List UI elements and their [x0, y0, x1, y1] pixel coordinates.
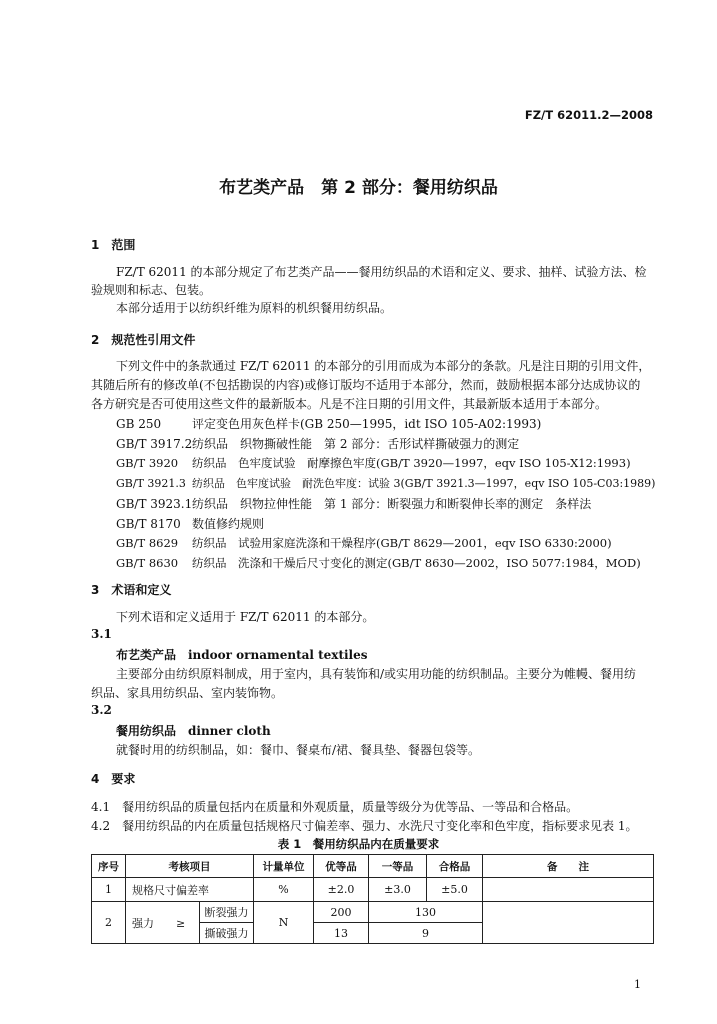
- header-cell: 合格品: [427, 855, 483, 878]
- unit-cell: %: [254, 878, 314, 902]
- term-3-1-definition-a: 主要部分由纺织原料制成，用于室内，具有装饰和/或实用功能的纺织制品。主要分为帷幔、餐用纺: [116, 667, 637, 681]
- reference-title: 纺织品 试验用家庭洗涤和干燥程序(GB/T 8629—2001，eqv ISO 6330:2000): [192, 536, 612, 550]
- table-row: [92, 878, 654, 902]
- s2-paragraph-2: 其随后所有的修改单(不包括勘误的内容)或修订版均不适用于本部分，然而，鼓励根据本部分达成协议的: [91, 378, 641, 392]
- page-number: 1: [634, 978, 641, 991]
- reference-item: [116, 555, 641, 571]
- section-1-heading: 1 范围: [91, 238, 136, 252]
- term-3-1-definition-b: 织品、家具用纺织品、室内装饰物。: [91, 686, 284, 700]
- item-name: 规格尺寸偏差率: [126, 878, 254, 902]
- reference-title: 纺织品 织物撕破性能 第 2 部分：舌形试样撕破强力的测定: [192, 437, 520, 451]
- s1-paragraph-2: 本部分适用于以纺织纤维为原料的机织餐用纺织品。: [116, 301, 393, 315]
- reference-number: GB/T 3923.1: [116, 497, 193, 511]
- reference-item: [116, 455, 631, 471]
- value-cell: 130: [369, 902, 483, 923]
- page-title: 布艺类产品 第 2 部分：餐用纺织品: [219, 178, 498, 198]
- value-cell: ±3.0: [369, 878, 427, 902]
- requirement-4-1: 4.1 餐用纺织品的质量包括内在质量和外观质量，质量等级分为优等品、一等品和合格品。: [91, 800, 579, 814]
- remark-cell: [483, 878, 654, 902]
- table-row: [92, 902, 654, 923]
- term-3-2-definition: 就餐时用的纺织制品，如：餐巾、餐桌布/裙、餐具垫、餐器包袋等。: [116, 743, 481, 757]
- reference-title: 评定变色用灰色样卡(GB 250—1995，idt ISO 105-A02:1993): [192, 417, 542, 431]
- header-cell: 考核项目: [126, 855, 254, 878]
- reference-number: GB/T 8170: [116, 517, 181, 531]
- row-number: 1: [92, 878, 126, 902]
- value-cell: ±5.0: [427, 878, 483, 902]
- reference-item: [116, 415, 541, 432]
- value-cell: 13: [314, 923, 369, 944]
- value-cell: ±2.0: [314, 878, 369, 902]
- term-3-1-number: 3.1: [91, 627, 112, 641]
- standard-number: FZ/T 62011.2—2008: [524, 108, 653, 122]
- sub-item: 撕破强力: [200, 923, 254, 944]
- reference-item: [116, 515, 264, 532]
- reference-number: GB/T 3920: [116, 456, 179, 470]
- reference-number: GB/T 3917.2: [116, 437, 193, 451]
- comparison-symbol: ≥: [176, 916, 186, 930]
- value-cell: 200: [314, 902, 369, 923]
- term-3-1-title: 布艺类产品 indoor ornamental textiles: [116, 648, 368, 662]
- item-label: 强力: [132, 916, 154, 930]
- header-cell: 序号: [92, 855, 126, 878]
- requirement-4-2: 4.2 餐用纺织品的内在质量包括规格尺寸偏差率、强力、水洗尺寸变化率和色牢度，指标要求见表 1。: [91, 819, 638, 833]
- reference-title: 纺织品 织物拉伸性能 第 1 部分：断裂强力和断裂伸长率的测定 条样法: [192, 497, 592, 511]
- section-2-heading: 2 规范性引用文件: [91, 333, 196, 347]
- header-cell: 备 注: [483, 855, 654, 878]
- header-cell: 优等品: [314, 855, 369, 878]
- reference-title: 纺织品 色牢度试验 耐摩擦色牢度(GB/T 3920—1997，eqv ISO 105-X12:1993): [192, 456, 631, 470]
- table-caption: 表 1 餐用纺织品内在质量要求: [277, 837, 440, 851]
- reference-title: 纺织品 色牢度试验 耐洗色牢度：试验 3(GB/T 3921.3—1997，eqv ISO 105-C03:1989): [192, 477, 656, 490]
- reference-item: [116, 535, 612, 551]
- unit-cell: N: [254, 902, 314, 944]
- term-3-2-title: 餐用纺织品 dinner cloth: [116, 724, 271, 738]
- table-header-row: [92, 855, 654, 878]
- s1-paragraph-1a: FZ/T 62011 的本部分规定了布艺类产品——餐用纺织品的术语和定义、要求、抽样、试验方法、检: [116, 265, 647, 279]
- remark-cell: [483, 902, 654, 944]
- s3-intro: 下列术语和定义适用于 FZ/T 62011 的本部分。: [116, 610, 375, 624]
- s2-paragraph-3: 各方研究是否可使用这些文件的最新版本。凡是不注日期的引用文件，其最新版本适用于本部分。: [91, 397, 608, 411]
- reference-number: GB/T 8630: [116, 556, 179, 570]
- reference-item: [116, 435, 519, 452]
- section-3-heading: 3 术语和定义: [91, 583, 172, 597]
- reference-title: 纺织品 洗涤和干燥后尺寸变化的测定(GB/T 8630—2002，ISO 5077:1984，MOD): [192, 556, 641, 570]
- header-cell: 一等品: [369, 855, 427, 878]
- term-3-2-number: 3.2: [91, 703, 112, 717]
- reference-number: GB/T 3921.3: [116, 477, 186, 490]
- s1-paragraph-1b: 验规则和标志、包装。: [91, 283, 212, 297]
- reference-number: GB 250: [116, 417, 162, 431]
- quality-requirements-table: [91, 854, 654, 944]
- reference-title: 数值修约规则: [192, 517, 265, 531]
- reference-item: [116, 495, 591, 512]
- reference-number: GB/T 8629: [116, 536, 179, 550]
- item-name: [126, 902, 200, 944]
- header-cell: 计量单位: [254, 855, 314, 878]
- sub-item: 断裂强力: [200, 902, 254, 923]
- row-number: 2: [92, 902, 126, 944]
- reference-item: [116, 475, 655, 491]
- section-4-heading: 4 要求: [91, 772, 136, 786]
- s2-paragraph-1: 下列文件中的条款通过 FZ/T 62011 的本部分的引用而成为本部分的条款。凡是注日期的引用文件，: [116, 359, 651, 373]
- value-cell: 9: [369, 923, 483, 944]
